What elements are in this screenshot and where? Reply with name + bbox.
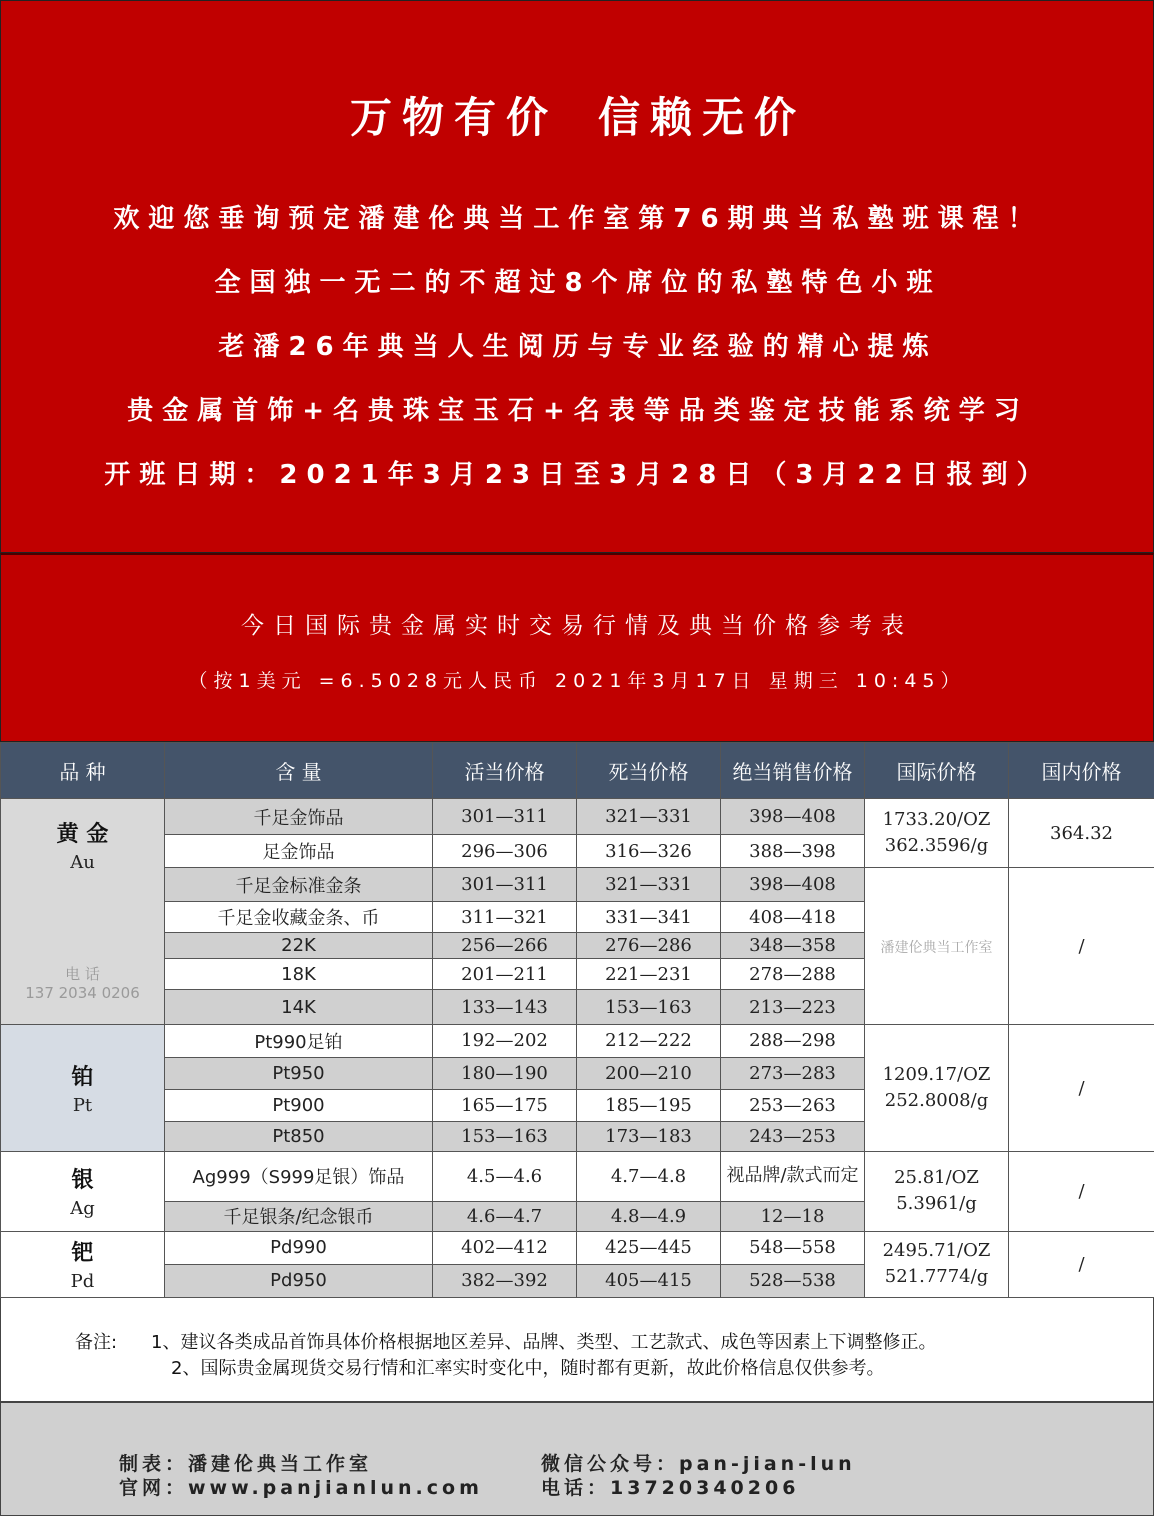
content-cell: 千足银条/纪念银币 bbox=[165, 1201, 433, 1231]
dead-pawn-cell: 173—183 bbox=[577, 1121, 721, 1151]
dead-pawn-cell: 153—163 bbox=[577, 990, 721, 1025]
gold-name: 黄 金 bbox=[56, 822, 109, 848]
footer-phone: 电话：13720340206 bbox=[541, 1477, 800, 1499]
header-intl-price: 国际价格 bbox=[865, 743, 1009, 799]
live-pawn-cell: 4.6—4.7 bbox=[433, 1201, 577, 1231]
class-dates: 开班日期：2021年3月23日至3月28日（3月22日报到） bbox=[104, 460, 1052, 490]
forfeit-sale-cell: 388—398 bbox=[721, 835, 865, 868]
table-row bbox=[1, 799, 1154, 835]
table-row bbox=[1, 868, 1154, 902]
dead-pawn-cell: 276—286 bbox=[577, 933, 721, 959]
note-1: 1、建议各类成品首饰具体价格根据地区差异、品牌、类型、工艺款式、成色等因素上下调整修正。 bbox=[151, 1332, 937, 1353]
table-title-banner bbox=[0, 553, 1154, 742]
platinum-name: 铂 bbox=[71, 1065, 94, 1091]
silver-name: 银 bbox=[71, 1168, 94, 1194]
table-header-row bbox=[1, 743, 1154, 799]
table-row bbox=[1, 1025, 1154, 1057]
forfeit-sale-cell: 12—18 bbox=[721, 1201, 865, 1231]
silver-domestic-price: / bbox=[1009, 1151, 1154, 1231]
gold-symbol: Au bbox=[70, 852, 95, 874]
dead-pawn-cell: 331—341 bbox=[577, 902, 721, 933]
intl-gram: 521.7774/g bbox=[884, 1266, 989, 1288]
live-pawn-cell: 311—321 bbox=[433, 902, 577, 933]
content-cell: 18K bbox=[165, 959, 433, 990]
promo-line: 全国独一无二的不超过8个席位的私塾特色小班 bbox=[214, 268, 942, 298]
platinum-symbol: Pt bbox=[72, 1095, 93, 1117]
platinum-domestic-price: / bbox=[1009, 1025, 1154, 1151]
content-cell: Pt990足铂 bbox=[165, 1025, 433, 1057]
dead-pawn-cell: 316—326 bbox=[577, 835, 721, 868]
content-cell: 足金饰品 bbox=[165, 835, 433, 868]
forfeit-sale-cell: 348—358 bbox=[721, 933, 865, 959]
live-pawn-cell: 382—392 bbox=[433, 1264, 577, 1297]
content-cell: Ag999（S999足银）饰品 bbox=[165, 1151, 433, 1201]
content-cell: 14K bbox=[165, 990, 433, 1025]
content-cell: 千足金标准金条 bbox=[165, 868, 433, 902]
intl-oz: 2495.71/OZ bbox=[882, 1240, 991, 1262]
silver-intl-price bbox=[865, 1151, 1009, 1231]
live-pawn-cell: 296—306 bbox=[433, 835, 577, 868]
dead-pawn-cell: 185—195 bbox=[577, 1089, 721, 1121]
forfeit-sale-cell: 253—263 bbox=[721, 1089, 865, 1121]
watermark-cell bbox=[865, 868, 1009, 1025]
intl-gram: 362.3596/g bbox=[884, 835, 989, 857]
notes-section bbox=[0, 1298, 1154, 1402]
content-cell: Pt850 bbox=[165, 1121, 433, 1151]
forfeit-sale-cell: 288—298 bbox=[721, 1025, 865, 1057]
live-pawn-cell: 180—190 bbox=[433, 1057, 577, 1089]
promo-banner bbox=[0, 0, 1154, 553]
live-pawn-cell: 301—311 bbox=[433, 868, 577, 902]
exchange-rate-line: （按1美元 =6.5028元人民币 2021年3月17日 星期三 10:45） bbox=[188, 670, 966, 692]
notes-label: 备注: bbox=[75, 1332, 118, 1353]
category-gold bbox=[1, 799, 165, 1025]
forfeit-sale-cell: 视品牌/款式而定 bbox=[721, 1151, 865, 1201]
phone-number: 137 2034 0206 bbox=[25, 984, 140, 1003]
silver-symbol: Ag bbox=[70, 1198, 95, 1220]
slogan bbox=[1, 85, 1154, 145]
slogan-left: 万物有价 bbox=[349, 93, 558, 142]
intl-gram: 252.8008/g bbox=[884, 1090, 989, 1112]
content-cell: Pt900 bbox=[165, 1089, 433, 1121]
watermark-text: 潘建伦典当工作室 bbox=[880, 939, 993, 956]
header-dead-pawn: 死当价格 bbox=[577, 743, 721, 799]
footer-website: 官网：www.panjianlun.com bbox=[119, 1477, 483, 1499]
dead-pawn-cell: 4.7—4.8 bbox=[577, 1151, 721, 1201]
forfeit-sale-cell: 528—538 bbox=[721, 1264, 865, 1297]
live-pawn-cell: 256—266 bbox=[433, 933, 577, 959]
content-cell: Pd990 bbox=[165, 1231, 433, 1264]
price-table bbox=[0, 742, 1154, 1298]
phone-label: 电 话 bbox=[65, 965, 100, 984]
forfeit-sale-cell: 278—288 bbox=[721, 959, 865, 990]
content-cell: Pd950 bbox=[165, 1264, 433, 1297]
live-pawn-cell: 165—175 bbox=[433, 1089, 577, 1121]
live-pawn-cell: 133—143 bbox=[433, 990, 577, 1025]
dead-pawn-cell: 221—231 bbox=[577, 959, 721, 990]
intl-oz: 1733.20/OZ bbox=[882, 809, 991, 831]
table-title: 今日国际贵金属实时交易行情及典当价格参考表 bbox=[241, 613, 913, 639]
content-cell: 千足金饰品 bbox=[165, 799, 433, 835]
forfeit-sale-cell: 408—418 bbox=[721, 902, 865, 933]
dead-pawn-cell: 200—210 bbox=[577, 1057, 721, 1089]
header-category: 品 种 bbox=[1, 743, 165, 799]
category-palladium bbox=[1, 1231, 165, 1297]
platinum-intl-price bbox=[865, 1025, 1009, 1151]
table-row bbox=[1, 1151, 1154, 1201]
promo-line: 欢迎您垂询预定潘建伦典当工作室第76期典当私塾班课程！ bbox=[113, 204, 1043, 234]
forfeit-sale-cell: 243—253 bbox=[721, 1121, 865, 1151]
dead-pawn-cell: 212—222 bbox=[577, 1025, 721, 1057]
promo-line: 老潘26年典当人生阅历与专业经验的精心提炼 bbox=[218, 332, 938, 362]
content-cell: 千足金收藏金条、币 bbox=[165, 902, 433, 933]
footer-wechat: 微信公众号：pan-jian-lun bbox=[541, 1453, 856, 1475]
live-pawn-cell: 301—311 bbox=[433, 799, 577, 835]
intl-oz: 1209.17/OZ bbox=[882, 1064, 991, 1086]
intl-gram: 5.3961/g bbox=[896, 1193, 977, 1215]
header-live-pawn: 活当价格 bbox=[433, 743, 577, 799]
palladium-symbol: Pd bbox=[70, 1271, 95, 1293]
content-cell: Pt950 bbox=[165, 1057, 433, 1089]
content-cell: 22K bbox=[165, 933, 433, 959]
live-pawn-cell: 153—163 bbox=[433, 1121, 577, 1151]
palladium-intl-price bbox=[865, 1231, 1009, 1297]
dead-pawn-cell: 321—331 bbox=[577, 868, 721, 902]
dead-pawn-cell: 4.8—4.9 bbox=[577, 1201, 721, 1231]
category-silver bbox=[1, 1151, 165, 1231]
slogan-right: 信赖无价 bbox=[598, 93, 807, 142]
live-pawn-cell: 201—211 bbox=[433, 959, 577, 990]
intl-oz: 25.81/OZ bbox=[894, 1167, 979, 1189]
gold-domestic-price: 364.32 bbox=[1009, 799, 1154, 868]
gold-intl-price bbox=[865, 799, 1009, 868]
live-pawn-cell: 4.5—4.6 bbox=[433, 1151, 577, 1201]
footer-maker: 制表：潘建伦典当工作室 bbox=[119, 1453, 373, 1475]
header-domestic-price: 国内价格 bbox=[1009, 743, 1154, 799]
palladium-name: 钯 bbox=[71, 1241, 94, 1267]
footer bbox=[0, 1402, 1154, 1516]
table-row bbox=[1, 1231, 1154, 1264]
note-2: 2、国际贵金属现货交易行情和汇率实时变化中，随时都有更新，故此价格信息仅供参考。 bbox=[171, 1358, 885, 1379]
dead-pawn-cell: 425—445 bbox=[577, 1231, 721, 1264]
dead-pawn-cell: 405—415 bbox=[577, 1264, 721, 1297]
forfeit-sale-cell: 548—558 bbox=[721, 1231, 865, 1264]
dead-pawn-cell: 321—331 bbox=[577, 799, 721, 835]
header-content: 含 量 bbox=[165, 743, 433, 799]
palladium-domestic-price: / bbox=[1009, 1231, 1154, 1297]
live-pawn-cell: 402—412 bbox=[433, 1231, 577, 1264]
forfeit-sale-cell: 273—283 bbox=[721, 1057, 865, 1089]
forfeit-sale-cell: 213—223 bbox=[721, 990, 865, 1025]
gold-domestic-price-2: / bbox=[1009, 868, 1154, 1025]
header-forfeit-sale: 绝当销售价格 bbox=[721, 743, 865, 799]
forfeit-sale-cell: 398—408 bbox=[721, 799, 865, 835]
live-pawn-cell: 192—202 bbox=[433, 1025, 577, 1057]
forfeit-sale-cell: 398—408 bbox=[721, 868, 865, 902]
promo-line: 贵金属首饰+名贵珠宝玉石+名表等品类鉴定技能系统学习 bbox=[127, 396, 1029, 426]
category-platinum bbox=[1, 1025, 165, 1151]
